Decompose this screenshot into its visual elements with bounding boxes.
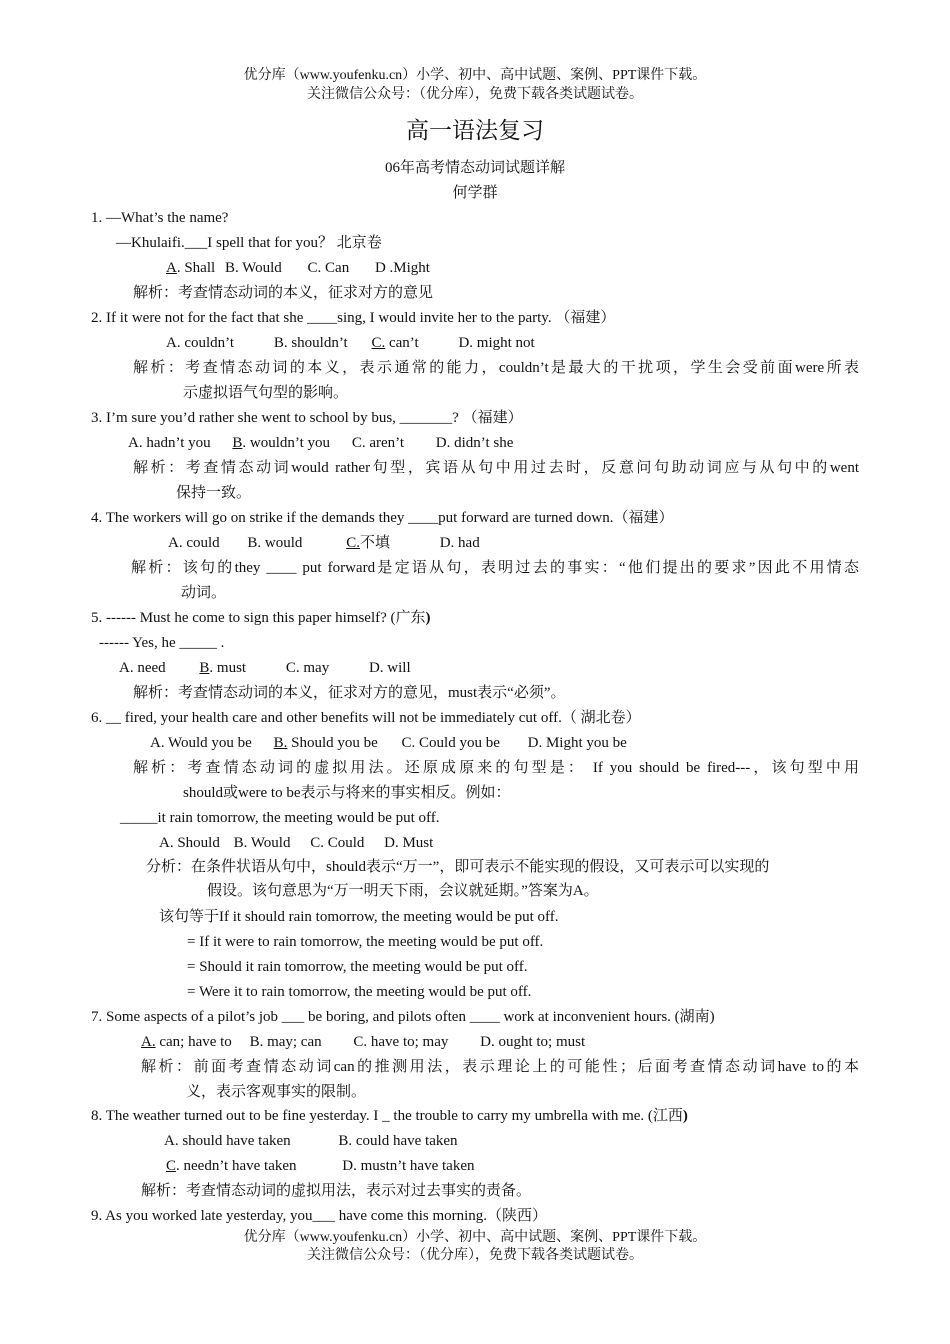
q1-answer-key: A (166, 260, 177, 276)
q4-analysis-1: 解析：该句的they ____ put forward是定语从句，表明过去的事实：“他们提出的要求”因此不用情态 (131, 560, 859, 576)
q8-option-b: B. could have taken (338, 1133, 458, 1149)
q6-equivalent-2: = If it were to rain tomorrow, the meeting would be put off. (187, 934, 544, 950)
q1-option-d: D .Might (374, 260, 430, 276)
q6-fenxi-1: 分析：在条件状语从句中，should表示“万一”，即可表示不能实现的假设，又可表示可以实现的 (146, 859, 770, 875)
q8-option-a: A. should have taken (164, 1133, 291, 1149)
q7-option-d: D. ought to; must (480, 1034, 586, 1050)
q2-option-a: A. couldn’t (166, 335, 235, 351)
q5-stem-end: ) (425, 610, 431, 626)
footer-line-2: 关注微信公众号：（优分库），免费下载各类试题试卷。 (307, 1248, 643, 1263)
q4-option-a: A. could (168, 535, 220, 551)
q8-options-row-2 (166, 1156, 474, 1176)
q6-example: _____it rain tomorrow, the meeting would be put off. (120, 810, 440, 826)
q5-stem-text: 5. ------ Must he come to sign this paper himself? ( (91, 610, 396, 626)
q3-option-a: A. hadn’t you (128, 435, 211, 451)
q8-stem-end: ) (682, 1108, 688, 1124)
q5-options (119, 658, 411, 678)
q8-analysis: 解析：考查情态动词的虚拟用法，表示对过去事实的责备。 (141, 1183, 532, 1199)
page-title: 高一语法复习 (406, 118, 544, 143)
q3-analysis-1: 解析：考查情态动词would rather句型，宾语从句中用过去时，反意问句助动词应与从句中的went (133, 460, 859, 476)
q8-option-d: D. mustn’t have taken (342, 1158, 475, 1174)
q1-option-a: . Shall (176, 260, 216, 276)
q7-option-b: B. may; can (249, 1034, 322, 1050)
q7-answer-key: A. (141, 1034, 156, 1050)
q7-options (141, 1032, 585, 1052)
q4-option-c: 不填 (359, 535, 390, 551)
q4-analysis-2: 动词。 (181, 585, 227, 601)
q1-options (166, 258, 430, 278)
q3-answer-key: B (232, 435, 243, 451)
q4-option-b: B. would (247, 535, 303, 551)
q6-options (150, 733, 627, 753)
q3-analysis-2: 保持一致。 (176, 485, 252, 501)
q6-stem: 6. __ fired, your health care and other benefits will not be immediately cut off.（ 湖北卷） (91, 710, 641, 726)
q6-answer-key: B. (273, 735, 288, 751)
q1-stem-2: —Khulaifi.___I spell that for you？ 北京卷 (116, 235, 382, 251)
q6-analysis-1: 解析：考查情态动词的虚拟用法。还原成原来的句型是： If you should be fired---，该句型中用 (133, 760, 859, 776)
footer-line-1: 优分库（www.youfenku.cn）小学、初中、高中试题、案例、PPT课件下载。 (243, 1230, 707, 1245)
q8-options-row-1 (164, 1131, 458, 1151)
q6-equivalent-3: = Should it rain tomorrow, the meeting would be put off. (187, 959, 528, 975)
q5-stem-2: ------ Yes, he _____ . (99, 635, 225, 651)
q7-analysis-1: 解析：前面考查情态动词can的推测用法，表示理论上的可能性；后面考查情态动词have to的本 (141, 1059, 859, 1075)
q2-options (166, 333, 535, 353)
author: 何学群 (452, 185, 498, 201)
q6-option-c: C. Could you be (401, 735, 500, 751)
q5-analysis: 解析：考查情态动词的本义，征求对方的意见，must表示“必须”。 (133, 685, 566, 701)
subtitle: 06年高考情态动词试题详解 (384, 160, 565, 176)
q3-option-c: C. aren’t (351, 435, 405, 451)
q2-analysis-1: 解析：考查情态动词的本义，表示通常的能力，couldn’t是最大的干扰项，学生会受前面were所表 (133, 360, 859, 376)
q1-option-c: C. Can (307, 260, 350, 276)
q6-equivalent-1: 该句等于If it should rain tomorrow, the meeting would be put off. (159, 909, 559, 925)
q6-example-option-a: A. Should (159, 835, 220, 851)
q2-analysis-2: 示虚拟语气句型的影响。 (183, 385, 349, 401)
q8-stem (91, 1106, 688, 1126)
q2-answer-key: C. (371, 335, 386, 351)
q4-answer-key: C. (346, 535, 360, 551)
q6-fenxi-2: 假设。该句意思为“万一明天下雨，会议就延期。”答案为A。 (207, 883, 599, 899)
q8-source: 江西 (652, 1108, 683, 1124)
q4-options (168, 533, 480, 553)
q4-option-d: D. had (439, 535, 480, 551)
q1-option-b: B. Would (224, 260, 282, 276)
q4-stem: 4. The workers will go on strike if the demands they ____put forward are turned down.（福建） (91, 510, 674, 526)
q6-option-b: Should you be (287, 735, 378, 751)
q2-stem: 2. If it were not for the fact that she ____sing, I would invite her to the party. （福建） (91, 310, 616, 326)
q5-option-d: D. will (368, 660, 411, 676)
q2-option-d: D. might not (458, 335, 535, 351)
q5-option-a: A. need (119, 660, 166, 676)
header-line-2: 关注微信公众号：（优分库），免费下载各类试题试卷。 (307, 87, 643, 102)
q3-stem: 3. I’m sure you’d rather she went to school by bus, _______? （福建） (91, 410, 523, 426)
q3-options (128, 433, 513, 453)
q5-stem (91, 608, 431, 628)
q7-analysis-2: 义，表示客观事实的限制。 (186, 1084, 367, 1100)
q5-option-c: C. may (285, 660, 330, 676)
q5-answer-key: B (199, 660, 210, 676)
q6-example-option-c: C. Could (310, 835, 365, 851)
q8-answer-key: C (166, 1158, 177, 1174)
q5-source: 广东 (395, 610, 426, 626)
q7-option-a: can; have to (155, 1034, 232, 1050)
q3-option-b: . wouldn’t you (242, 435, 331, 451)
q6-example-option-b: B. Would (233, 835, 291, 851)
q2-option-b: B. shouldn’t (273, 335, 348, 351)
q8-stem-text: 8. The weather turned out to be fine yesterday. I _ the trouble to carry my umbrella with me. ( (91, 1108, 653, 1124)
q6-option-a: A. Would you be (150, 735, 252, 751)
q1-stem: 1. —What’s the name? (91, 210, 229, 226)
q5-option-b: . must (209, 660, 247, 676)
q6-example-options (159, 833, 433, 853)
q3-option-d: D. didn’t she (435, 435, 514, 451)
q7-option-c: C. have to; may (353, 1034, 449, 1050)
q1-analysis: 解析：考查情态动词的本义，征求对方的意见 (133, 285, 434, 301)
header-line-1: 优分库（www.youfenku.cn）小学、初中、高中试题、案例、PPT课件下载。 (243, 68, 707, 83)
q6-analysis-2: should或were to be表示与将来的事实相反。例如： (183, 785, 511, 801)
q6-equivalent-4: = Were it to rain tomorrow, the meeting would be put off. (187, 984, 532, 1000)
q2-option-c: can’t (385, 335, 419, 351)
q8-option-c: . needn’t have taken (176, 1158, 297, 1174)
q6-option-d: D. Might you be (527, 735, 627, 751)
q6-example-option-d: D. Must (384, 835, 434, 851)
q7-stem: 7. Some aspects of a pilot’s job ___ be boring, and pilots often ____ work at inconvenient hours. (湖南) (91, 1009, 715, 1025)
q9-stem: 9. As you worked late yesterday, you___ have come this morning.（陕西） (91, 1208, 548, 1224)
